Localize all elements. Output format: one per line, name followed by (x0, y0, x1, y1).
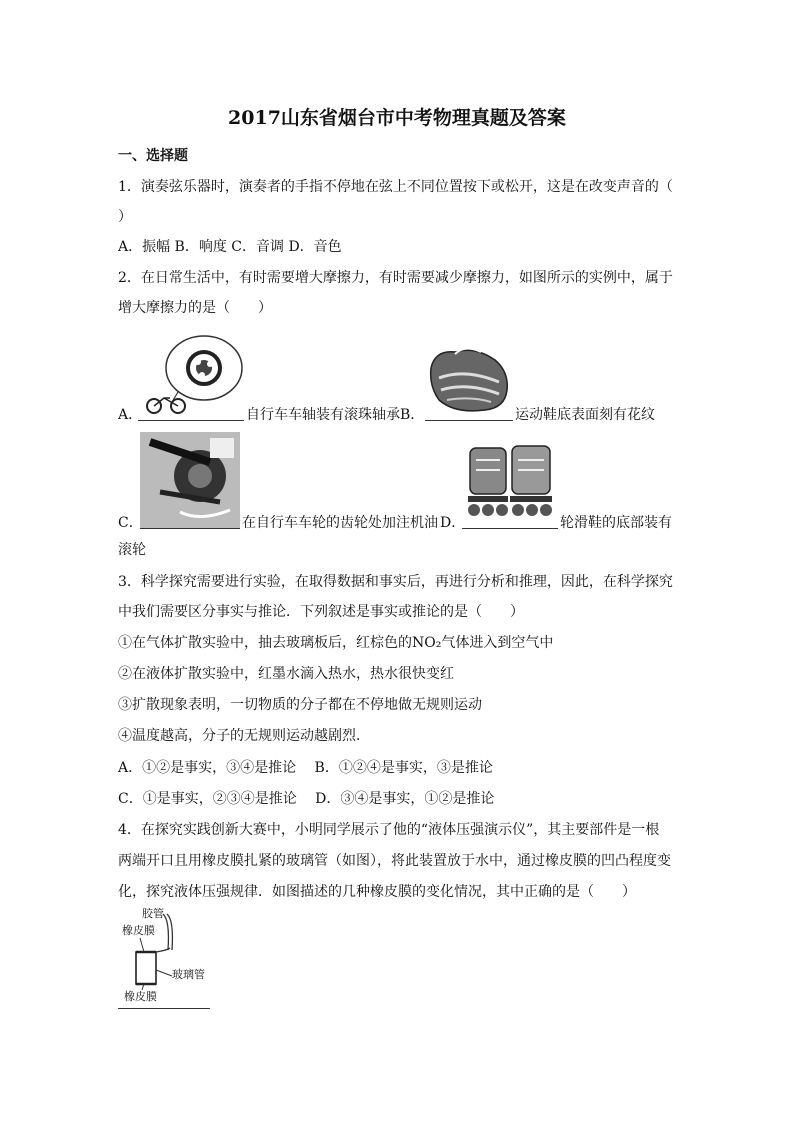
sports-shoe-image (425, 338, 513, 420)
q3-statement-3: ③扩散现象表明，一切物质的分子都在不停地做无规则运动 (118, 697, 482, 713)
q1-stem: 1．演奏弦乐器时，演奏者的手指不停地在弦上不同位置按下或松开，这是在改变声音的（ (118, 179, 673, 195)
figure-underline (118, 1008, 210, 1009)
option-c-underline (140, 528, 240, 529)
bicycle-bearing-image (140, 332, 244, 416)
q3-statement-2: ②在液体扩散实验中，红墨水滴入热水，热水很快变红 (118, 666, 454, 682)
q1-stem-cont: ） (118, 209, 132, 225)
q3-options-cd: C．①是事实，②③④是推论 D．③④是事实，①②是推论 (118, 791, 495, 807)
q3-stem: 3．科学探究需要进行实验，在取得数据和事实后，再进行分析和推理，因此，在科学探究 (118, 574, 673, 590)
bicycle-gear-image (140, 432, 240, 528)
option-a-underline (138, 420, 244, 421)
q2-option-b-text: 运动鞋底表面刻有花纹 (515, 407, 655, 423)
q2-option-d-text-cont: 滚轮 (118, 542, 146, 558)
roller-skates-image (462, 440, 558, 522)
q2-option-d-label: D． (440, 515, 466, 531)
q2-stem: 2．在日常生活中，有时需要增大摩擦力，有时需要减少摩擦力，如图所示的实例中，属于 (118, 270, 673, 286)
q4-stem-cont: 两端开口且用橡皮膜扎紧的玻璃管（如图），将此装置放于水中，通过橡皮膜的凹凸程度变 (118, 853, 671, 869)
q3-statement-1: ①在气体扩散实验中，抽去玻璃板后，红棕色的NO₂气体进入到空气中 (118, 635, 554, 651)
fig-label-membrane-top: 橡皮膜 (122, 924, 155, 937)
q2-option-a-label: A． (118, 407, 143, 423)
q2-option-d-text: 轮滑鞋的底部装有 (560, 515, 672, 531)
q2-stem-cont: 增大摩擦力的是（ ） (118, 300, 272, 316)
option-d-underline (462, 528, 558, 529)
q3-options-ab: A．①②是事实，③④是推论 B．①②④是事实，③是推论 (118, 760, 493, 776)
q2-option-b-label: B． (400, 407, 425, 423)
q3-statement-4: ④温度越高，分子的无规则运动越剧烈． (118, 728, 370, 744)
q4-stem: 4．在探究实践创新大赛中，小明同学展示了他的“液体压强演示仪”，其主要部件是一根 (118, 822, 660, 838)
q4-stem-cont-2: 化，探究液体压强规律．如图描述的几种橡皮膜的变化情况，其中正确的是（ ） (118, 884, 636, 900)
section-heading-choice: 一、选择题 (118, 148, 188, 164)
fig-label-glass-tube: 玻璃管 (172, 968, 205, 981)
q2-option-a-text: 自行车车轴装有滚珠轴承 (246, 407, 400, 423)
page-title: 2017山东省烟台市中考物理真题及答案 (228, 107, 566, 129)
q3-stem-cont: 中我们需要区分事实与推论．下列叙述是事实或推论的是（ ） (118, 604, 524, 620)
fig-label-rubber-tube: 胶管 (142, 907, 164, 920)
q2-option-c-text: 在自行车车轮的齿轮处加注机油 (242, 515, 438, 531)
option-b-underline (425, 420, 513, 421)
fig-label-membrane-bottom: 橡皮膜 (124, 990, 157, 1003)
q2-option-c-label: C． (118, 515, 143, 531)
q1-options: A．振幅 B．响度 C．音调 D．音色 (118, 239, 342, 255)
